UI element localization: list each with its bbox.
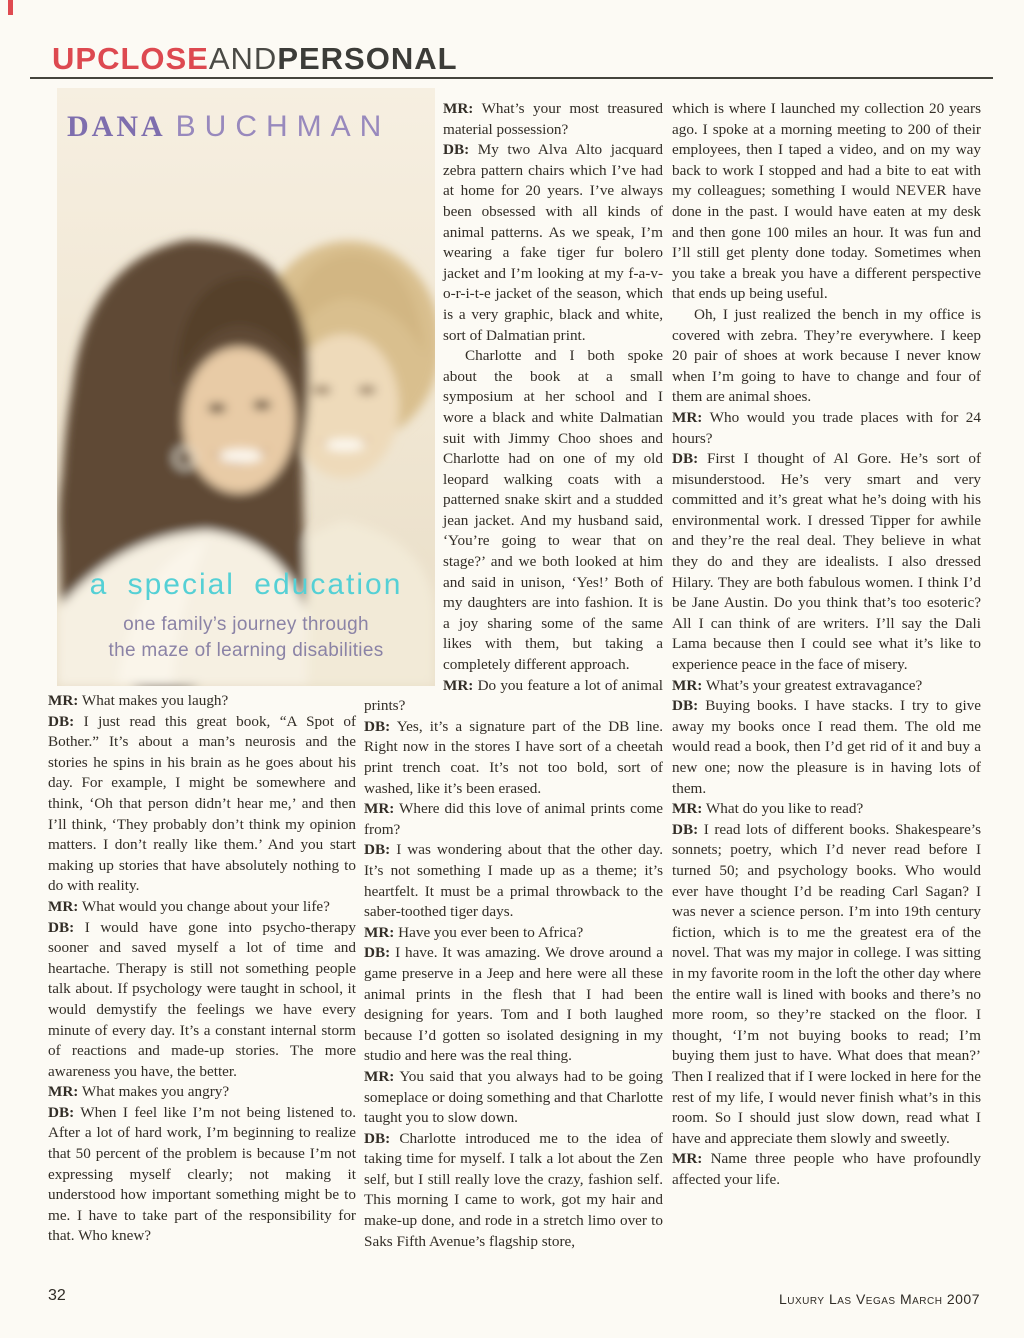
magazine-credit: Luxury Las Vegas March 2007 xyxy=(778,1291,980,1307)
answer-text: Oh, I just realized the bench in my office is covered with zebra. They’re everywhere. I keep 20 pair of shoes at work because I never know when I’m going to have to change and four of them are animal shoes. xyxy=(672,305,981,406)
photo-flow-spacer xyxy=(364,99,443,691)
answer-text: I would have gone into psycho-therapy sooner and saved myself a lot of time and heartache. Therapy is still not something people talk about. If psychology were taught in school, it would demystify the feelings we have every minute of every day. It’s a constant internal storm of reactions and made-up stories. The more awareness you have, the better. xyxy=(48,918,356,1080)
question-text: Name three people who have profoundly affected your life. xyxy=(672,1150,981,1188)
interview-question xyxy=(364,1067,663,1129)
interview-answer xyxy=(364,840,663,922)
answer-text: Charlotte and I both spoke about the book at a small symposium at her school and I wore a black and white Dalmatian suit with Jimmy Choo shoes and Charlotte had on one of my old leopard walking coats with a patterned snake skirt and a studded jean jacket. And my husband said, ‘You’re going to wear that on stage?’ and we both looked at him and said in unison, ‘Yes!’ Both of my daughters are into fashion. It is a joy sharing some of the same likes with them, but taking a completely different approach. xyxy=(443,347,663,674)
answer-text: Charlotte introduced me to the idea of taking time for myself. I talk a lot about the Zen self, but I still really love the crazy, fashion self. This morning I came to work, got my hair and make-up done, and rode in a stretch limo over to Saks Fifth Avenue’s flagship store, xyxy=(364,1129,663,1250)
interview-answer xyxy=(672,696,981,799)
interviewee-label: DB: xyxy=(364,841,391,859)
interviewee-label: DB: xyxy=(364,1129,391,1147)
interviewer-label: MR: xyxy=(672,408,703,426)
interview-question xyxy=(48,691,356,712)
interview-question xyxy=(672,676,981,697)
answer-text: Yes, it’s a signature part of the DB line. Right now in the stores I have sort of a cheetah print trench coat. It’s not too bold, sort of washed, like it’s been erased. xyxy=(364,717,663,797)
question-text: What do you like to read? xyxy=(705,800,864,818)
question-text: What makes you angry? xyxy=(81,1083,230,1101)
interview-answer xyxy=(48,1103,356,1247)
interview-column-right xyxy=(672,99,981,1190)
answer-text: First I thought of Al Gore. He’s sort of misunderstood. He’s very smart and very committed and it’s great what he’s doing with his environmental work. I dressed Tipper for awhile and they’re the real deal. They believe in what they do and they are idealists. I also dressed Hilary. They are both fabulous women. I think I’d be Jane Austin. Do you think that’s too esoteric? All I can think of are writers. I’ll say the Dali Lama because then I could see what it’s like to experience peace in the face of misery. xyxy=(672,450,982,674)
interview-answer xyxy=(48,712,356,897)
interviewer-label: MR: xyxy=(443,676,474,694)
interview-answer xyxy=(48,918,356,1083)
question-text: You said that you always had to be going someplace or doing something and that Charlotte taught you to slow down. xyxy=(364,1067,664,1127)
interviewee-label: DB: xyxy=(443,141,470,159)
interviewer-label: MR: xyxy=(672,800,703,818)
interviewee-label: DB: xyxy=(48,918,75,936)
answer-text: My two Alva Alto jacquard zebra pattern chairs which I’ve had at home for 20 years. I’ve always been obsessed with all kinds of animal patterns. As we speak, I’m wearing a fake tiger fur bolero jacket and I’m looking at my f-a-v-o-r-i-t-e jacket of the season, which is a very graphic, black and white, sort of Dalmatian print. xyxy=(443,141,664,344)
interview-answer xyxy=(364,943,663,1067)
interview-column-middle xyxy=(364,99,663,1252)
masthead-upclose: UPCLOSE xyxy=(52,41,209,76)
feature-name-first: DANA xyxy=(67,110,166,143)
interviewee-label: DB: xyxy=(48,712,75,730)
answer-text: I just read this great book, “A Spot of Bother.” It’s about a man’s neurosis and the stories he spins in his brain as he goes about his day. For example, I might be somewhere and think, ‘Oh that person didn’t hear me,’ and then I’ll think, ‘They probably don’t think my opinion matters. I don’t really like them.’ And you start making up stories that have absolutely nothing to do with reality. xyxy=(48,712,357,895)
interview-question xyxy=(364,799,663,840)
question-text: Who would you trade places with for 24 hours? xyxy=(672,408,981,447)
interviewer-label: MR: xyxy=(672,1150,703,1168)
caption-title: a special education xyxy=(89,568,403,601)
interview-answer xyxy=(672,820,981,1150)
interviewee-label: DB: xyxy=(672,697,699,715)
question-text: Have you ever been to Africa? xyxy=(398,923,584,941)
interview-answer xyxy=(672,449,981,676)
answer-text: Buying books. I have stacks. I try to give away my books once I read them. The old me would read a book, then I’d get rid of it and buy a new one; now the pleasure is in having lots of them. xyxy=(672,697,981,797)
question-text: Do you feature a lot of animal prints? xyxy=(364,676,664,715)
caption-subtitle-line2: the maze of learning disabilities xyxy=(108,640,384,661)
interviewer-label: MR: xyxy=(364,800,395,818)
masthead-personal: PERSONAL xyxy=(277,41,458,76)
question-text: What’s your greatest extravagance? xyxy=(705,676,923,694)
answer-text: When I feel like I’m not being listened to. After a lot of hard work, I’m beginning to realize that 50 percent of the problem is because I’m not expressing myself clearly; not making it understood how important something might be to me. I have to take part of the responsibility for that. Who knew? xyxy=(48,1103,357,1245)
interviewer-label: MR: xyxy=(48,897,79,915)
question-text: Where did this love of animal prints come from? xyxy=(364,800,663,838)
interviewer-label: MR: xyxy=(443,100,474,117)
interview-question xyxy=(48,1082,356,1103)
interviewee-label: DB: xyxy=(672,450,699,468)
answer-text: I have. It was amazing. We drove around a game preserve in a Jeep and here were all these animal prints in the flesh that I had been designing for years. Tom and I both laughed because I’d gotten so isolated designing in my studio and here was the real thing. xyxy=(364,944,663,1065)
interviewee-label: DB: xyxy=(364,944,391,962)
interview-answer xyxy=(364,717,663,799)
interview-answer xyxy=(364,1129,663,1253)
interview-question xyxy=(48,897,356,918)
answer-text: I was wondering about that the other day. It’s not something I made up as a theme; it’s heartfelt. It must be a primal throwback to the saber-toothed tiger days. xyxy=(364,841,663,921)
page-number: 32 xyxy=(48,1287,66,1304)
interviewer-label: MR: xyxy=(48,692,79,709)
section-masthead xyxy=(52,41,458,77)
interview-column-left xyxy=(48,691,356,1247)
answer-continuation xyxy=(672,99,981,305)
interview-question xyxy=(672,408,981,449)
answer-text: which is where I launched my collection 20 years ago. I spoke at a morning meeting to 200 of their employees, then I taped a video, and on my way back to work I stopped and had a bite to eat with my colleagues; something I would NEVER have done in the past. I would have eaten at my desk and then gone 100 miles an hour. It was fun and I’ll still get plenty done today. Sometimes when you take a break you have a different perspective that ends up being useful. xyxy=(672,100,981,303)
interview-question xyxy=(364,923,663,944)
interviewee-label: DB: xyxy=(364,717,391,735)
answer-continuation xyxy=(672,305,981,408)
question-text: What would you change about your life? xyxy=(81,897,330,915)
caption-subtitle-line1: one family’s journey through xyxy=(123,614,369,635)
print-registration-mark xyxy=(8,0,13,15)
interview-question xyxy=(672,1149,981,1190)
question-text: What’s your most treasured material possession? xyxy=(443,100,663,138)
interview-question xyxy=(672,799,981,820)
question-text: What makes you laugh? xyxy=(81,692,229,709)
header-rule xyxy=(30,77,993,79)
interviewer-label: MR: xyxy=(48,1083,79,1101)
interviewer-label: MR: xyxy=(364,1067,395,1085)
interviewee-label: DB: xyxy=(48,1103,75,1121)
interviewee-label: DB: xyxy=(672,820,699,838)
interviewer-label: MR: xyxy=(672,676,703,694)
answer-text: I read lots of different books. Shakespeare’s sonnets; poetry, which I’d never read before I turned 50; and psychology books. Who would ever have thought I’d be reading Carl Sagan? I was never a science person. I’m into 19th century fiction, which is to me the greatest era of the novel. That was my major in college. I was sitting in my favorite room in the loft the other day where the entire wall is lined with books and there’s no more room, so they’re stacked on the floor. I thought, ‘I’m not buying books to read; I’m buying them just to have. What does that mean?’ Then I realized that if I were locked in here for the rest of my life, I would never finish what’s in this room. So I should just slow down, read what I have and appreciate them slowly and sweetly. xyxy=(672,820,981,1147)
interviewer-label: MR: xyxy=(364,923,395,941)
feature-name-title xyxy=(67,110,390,144)
feature-name-last: BUCHMAN xyxy=(175,110,391,143)
masthead-and: AND xyxy=(208,41,278,76)
